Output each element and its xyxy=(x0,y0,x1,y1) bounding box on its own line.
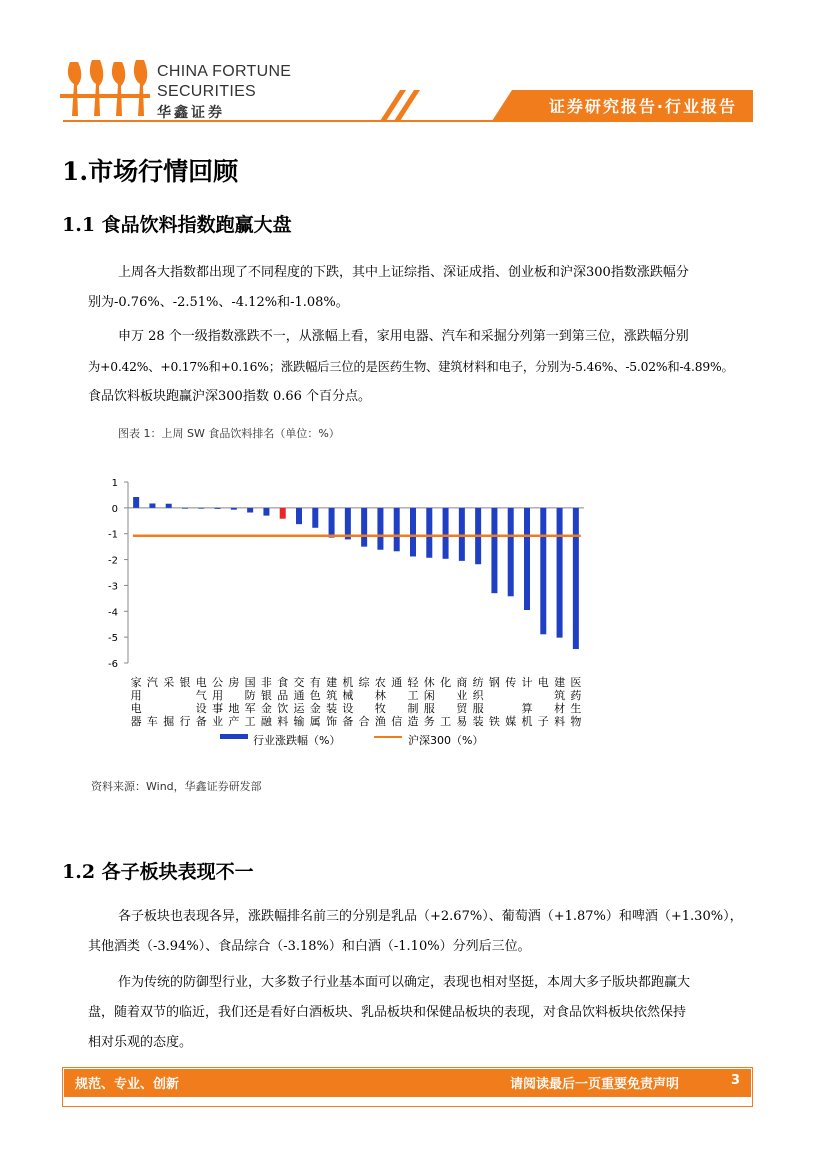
x-label-休闲服务 xyxy=(424,675,435,728)
x-label-char: 食 xyxy=(277,676,289,689)
logo-line-1: CHINA FORTUNE xyxy=(157,63,292,80)
industry-change-chart xyxy=(90,468,610,758)
legend-bar-label: 行业涨跌幅（%） xyxy=(253,734,341,747)
chart-source: 资料来源：Wind，华鑫证券研发部 xyxy=(91,780,262,793)
x-label-char: 国 xyxy=(244,676,256,689)
x-label-char: 休 xyxy=(423,676,435,689)
x-label-char: 制 xyxy=(407,702,419,715)
x-label-char: 材 xyxy=(554,702,566,715)
bar-商业贸易 xyxy=(459,508,465,561)
x-label-char: 采 xyxy=(163,676,175,689)
paragraph-3 xyxy=(88,902,768,962)
y-tick-label: -4 xyxy=(108,607,118,619)
x-label-char: 子 xyxy=(537,715,549,728)
paragraph-line: 其他酒类（-3.94%）、食品综合（-3.18%）和白酒（-1.10%）分列后三位。 xyxy=(88,939,531,954)
x-label-char: 金 xyxy=(260,702,272,715)
x-label-综合 xyxy=(359,675,371,728)
x-label-计算机 xyxy=(522,675,533,728)
x-label-char: 用 xyxy=(130,689,142,702)
y-tick-label: 0 xyxy=(111,503,118,515)
bar-建筑材料 xyxy=(557,508,563,638)
bar-化工 xyxy=(443,508,449,559)
x-label-char: 务 xyxy=(423,715,435,728)
x-label-char: 银 xyxy=(260,689,272,702)
x-label-传媒 xyxy=(505,675,516,728)
x-label-char: 品 xyxy=(277,689,289,702)
x-label-电子 xyxy=(538,675,549,728)
y-tick-label: -5 xyxy=(108,633,118,645)
x-label-char: 渔 xyxy=(374,715,386,728)
x-label-char: 备 xyxy=(342,715,354,728)
paragraph-line: 相对乐观的态度。 xyxy=(88,1035,193,1050)
y-tick-label: 1 xyxy=(111,478,118,489)
page-number: 3 xyxy=(731,1073,741,1088)
x-label-char: 算 xyxy=(521,702,533,715)
logo-text xyxy=(157,64,291,119)
x-label-char: 料 xyxy=(554,715,566,728)
x-label-商业贸易 xyxy=(456,675,468,728)
x-label-char: 生 xyxy=(570,702,582,715)
x-label-char: 银 xyxy=(179,676,191,689)
footer-disclaimer-note: 请阅读最后一页重要免责声明 xyxy=(510,1077,680,1092)
paragraph-line: 为+0.42%、+0.17%和+0.16%；涨跌幅后三位的是医药生物、建筑材料和电子，分别为-5.46%、-5.02%和-4.89%。 xyxy=(88,360,734,374)
x-label-轻工制造 xyxy=(408,676,420,728)
x-label-纺织服装 xyxy=(473,676,485,728)
section-title: 1.市场行情回顾 xyxy=(62,157,239,186)
bar-综合 xyxy=(361,508,367,547)
x-label-国防军工 xyxy=(245,676,256,728)
x-label-char: 器 xyxy=(130,715,142,728)
bar-房地产 xyxy=(231,508,237,510)
x-label-采掘 xyxy=(163,676,174,728)
x-label-公用事业 xyxy=(212,676,223,728)
y-tick-label: -3 xyxy=(108,581,118,593)
x-label-char: 药 xyxy=(570,689,582,702)
paragraph-line: 别为-0.76%、-2.51%、-4.12%和-1.08%。 xyxy=(88,295,349,310)
subsection-title-1-1: 1.1 食品饮料指数跑赢大盘 xyxy=(62,214,292,236)
x-label-char: 林 xyxy=(374,689,386,702)
x-label-家用电器 xyxy=(131,675,142,728)
x-label-char: 防 xyxy=(244,689,256,702)
x-label-通信 xyxy=(391,676,402,728)
x-label-char: 合 xyxy=(358,715,370,728)
x-label-汽车 xyxy=(147,676,158,728)
x-label-char: 综 xyxy=(358,676,370,689)
company-logo xyxy=(58,58,150,120)
x-label-char: 电 xyxy=(195,676,207,689)
x-label-char: 造 xyxy=(407,715,419,728)
x-label-char: 工 xyxy=(407,689,419,702)
x-label-char: 轻 xyxy=(407,676,419,689)
x-label-char: 电 xyxy=(537,676,549,689)
x-label-char: 信 xyxy=(391,715,403,728)
x-label-char: 运 xyxy=(293,702,305,715)
x-axis-labels xyxy=(131,675,582,728)
bar-传媒 xyxy=(508,508,514,596)
x-label-char: 料 xyxy=(277,715,289,728)
x-label-非银金融 xyxy=(261,675,273,728)
x-label-char: 非 xyxy=(260,676,272,689)
x-label-char: 事 xyxy=(212,702,224,715)
x-label-char: 输 xyxy=(293,715,305,728)
x-label-char: 械 xyxy=(342,689,354,702)
x-label-char: 属 xyxy=(309,715,321,728)
x-label-char: 服 xyxy=(472,702,484,715)
bar-电子 xyxy=(540,508,546,634)
x-label-char: 机 xyxy=(521,715,533,728)
x-label-char: 公 xyxy=(212,676,224,689)
paragraph-line: 申万 28 个一级指数涨跌不一，从涨幅上看，家用电器、汽车和采掘分列第一到第三位，涨跌幅分别 xyxy=(118,329,689,344)
x-label-char: 媒 xyxy=(505,715,517,728)
x-label-char: 计 xyxy=(521,676,533,689)
bar-交通运输 xyxy=(296,508,302,524)
x-label-char: 筑 xyxy=(554,689,566,702)
bar-采掘 xyxy=(166,504,172,508)
bar-有色金属 xyxy=(312,508,318,528)
bar-通信 xyxy=(394,508,400,551)
x-label-房地产 xyxy=(228,675,239,728)
x-label-char: 筑 xyxy=(326,689,338,702)
x-label-char: 饮 xyxy=(277,702,289,715)
legend-bar-swatch xyxy=(220,734,248,739)
x-label-char: 气 xyxy=(195,689,207,702)
legend-line-label: 沪深300（%） xyxy=(408,734,484,747)
bar-钢铁 xyxy=(491,508,497,593)
x-label-char: 建 xyxy=(326,676,338,689)
x-label-食品饮料 xyxy=(277,676,288,728)
x-label-建筑材料 xyxy=(554,675,565,728)
x-label-char: 贸 xyxy=(456,702,468,715)
x-label-char: 饰 xyxy=(326,715,338,728)
x-label-医药生物 xyxy=(570,676,581,728)
x-label-有色金属 xyxy=(310,676,321,728)
x-label-char: 钢 xyxy=(488,676,500,689)
x-label-char: 金 xyxy=(309,702,321,715)
bar-series xyxy=(133,497,579,649)
x-label-char: 装 xyxy=(326,702,338,715)
bar-轻工制造 xyxy=(410,508,416,557)
paragraph-2 xyxy=(88,322,768,412)
bar-食品饮料 xyxy=(280,508,286,519)
x-label-char: 装 xyxy=(472,715,484,728)
chart-caption: 图表 1：上周 SW 食品饮料排名（单位：%） xyxy=(118,427,340,440)
x-label-char: 纺 xyxy=(472,676,484,689)
bar-公用事业 xyxy=(215,508,221,509)
paragraph-1 xyxy=(88,258,768,318)
x-label-char: 设 xyxy=(195,702,207,715)
x-label-char: 用 xyxy=(212,689,224,702)
y-tick-label: -1 xyxy=(108,529,118,541)
report-type-title: 证券研究报告·行业报告 xyxy=(548,97,737,116)
logo-line-3: 华鑫证券 xyxy=(157,104,225,120)
bar-非银金融 xyxy=(263,508,269,516)
x-label-char: 房 xyxy=(228,676,240,689)
x-label-char: 易 xyxy=(456,715,468,728)
bar-计算机 xyxy=(524,508,530,610)
bar-休闲服务 xyxy=(426,508,432,558)
x-label-char: 有 xyxy=(309,676,321,689)
x-label-char: 融 xyxy=(260,715,272,728)
paragraph-4 xyxy=(88,968,768,1058)
x-label-char: 军 xyxy=(244,702,256,715)
bar-国防军工 xyxy=(247,508,253,513)
x-label-char: 工 xyxy=(244,715,256,728)
x-label-char: 服 xyxy=(423,702,435,715)
x-label-char: 车 xyxy=(146,715,158,728)
x-label-char: 掘 xyxy=(163,715,175,728)
x-label-char: 备 xyxy=(195,715,207,728)
bar-汽车 xyxy=(149,503,155,507)
paragraph-line: 各子板块也表现各异，涨跌幅排名前三的分别是乳品（+2.67%）、葡萄酒（+1.87%）和啤酒（+1.30%）， xyxy=(118,909,743,924)
x-label-化工 xyxy=(440,675,451,728)
footer-motto: 规范、专业、创新 xyxy=(75,1077,180,1092)
x-label-机械设备 xyxy=(342,675,353,728)
x-label-char: 家 xyxy=(130,676,142,689)
x-label-char: 电 xyxy=(130,702,142,715)
y-tick-label: -6 xyxy=(108,659,118,670)
x-label-char: 商 xyxy=(456,676,468,689)
x-label-char: 业 xyxy=(212,715,224,728)
x-label-char: 通 xyxy=(391,676,403,689)
x-label-交通运输 xyxy=(294,675,306,728)
x-label-char: 机 xyxy=(342,676,354,689)
x-label-钢铁 xyxy=(489,675,500,728)
x-label-char: 汽 xyxy=(146,676,158,689)
x-label-农林牧渔 xyxy=(375,676,386,728)
bar-电气设备 xyxy=(198,508,204,509)
bar-银行 xyxy=(182,508,188,509)
x-label-char: 业 xyxy=(456,689,468,702)
x-label-char: 建 xyxy=(554,676,566,689)
subsection-title-1-2: 1.2 各子板块表现不一 xyxy=(62,861,254,883)
x-label-char: 物 xyxy=(570,715,582,728)
x-label-char: 通 xyxy=(293,689,305,702)
x-label-char: 设 xyxy=(342,702,354,715)
y-tick-label: -2 xyxy=(108,555,118,567)
bar-医药生物 xyxy=(573,508,579,649)
x-label-char: 医 xyxy=(570,676,582,689)
x-label-char: 传 xyxy=(505,676,517,689)
x-label-char: 闲 xyxy=(423,689,435,702)
x-label-char: 交 xyxy=(293,676,305,689)
chart-legend xyxy=(220,733,483,747)
x-label-char: 色 xyxy=(309,689,321,702)
paragraph-line: 食品饮料板块跑赢沪深300指数 0.66 个百分点。 xyxy=(88,389,372,404)
paragraph-line: 作为传统的防御型行业，大多数子行业基本面可以确定，表现也相对坚挺，本周大多子版块都跑赢大 xyxy=(118,975,691,990)
x-label-char: 地 xyxy=(228,702,240,715)
bar-农林牧渔 xyxy=(377,508,383,550)
x-label-char: 行 xyxy=(179,715,191,728)
x-label-char: 化 xyxy=(440,676,452,689)
paragraph-line: 上周各大指数都出现了不同程度的下跌，其中上证综指、深证成指、创业板和沪深300指数涨跌幅分 xyxy=(118,265,689,280)
bar-家用电器 xyxy=(133,497,139,508)
x-label-char: 农 xyxy=(374,676,386,689)
x-label-char: 产 xyxy=(228,715,240,728)
paragraph-line: 盘，随着双节的临近，我们还是看好白酒板块、乳品板块和保健品板块的表现，对食品饮料板块依然保持 xyxy=(88,1005,687,1020)
x-label-char: 铁 xyxy=(488,715,500,728)
x-label-电气设备 xyxy=(196,675,207,728)
logo-line-2: SECURITIES xyxy=(157,83,257,100)
bar-建筑装饰 xyxy=(329,508,335,538)
x-label-char: 织 xyxy=(472,689,484,702)
header-divider xyxy=(63,120,753,122)
x-label-char: 牧 xyxy=(374,702,386,715)
x-label-char: 工 xyxy=(440,715,452,728)
x-label-银行 xyxy=(180,675,191,728)
x-label-建筑装饰 xyxy=(326,675,337,728)
